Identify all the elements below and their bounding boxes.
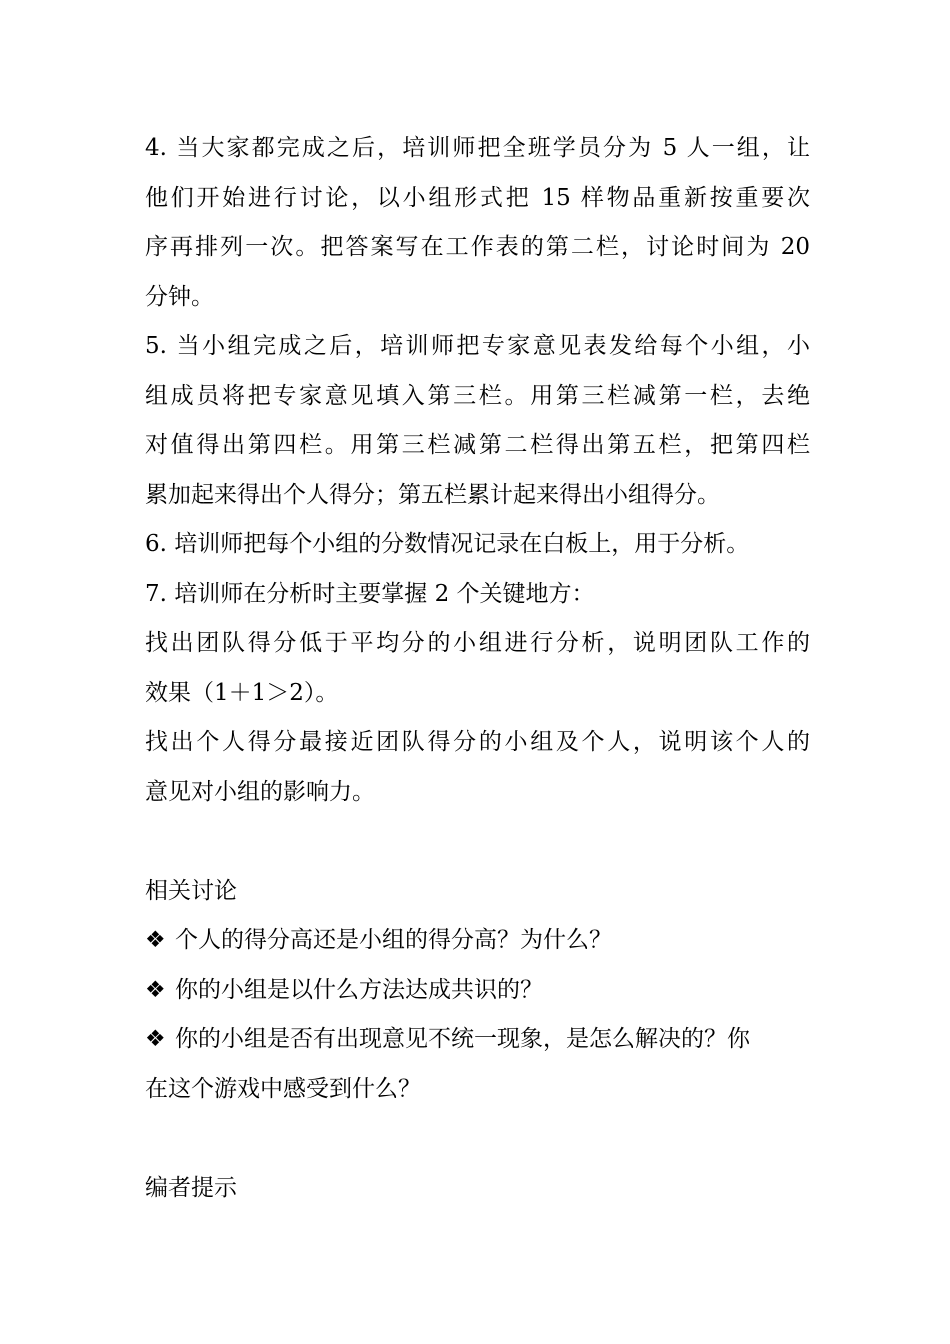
diamond-bullet-icon: ❖ xyxy=(145,927,166,953)
step-5-line-2: 组成员将把专家意见填入第三栏。用第三栏减第一栏，去绝 xyxy=(145,382,810,409)
diamond-bullet-icon: ❖ xyxy=(145,1026,166,1052)
step-5-line-1: 5. 当小组完成之后，培训师把专家意见表发给每个小组，小 xyxy=(145,333,810,359)
spacer xyxy=(145,817,810,867)
discussion-question-2 xyxy=(145,966,810,1016)
discussion-question-2-text: 你的小组是以什么方法达成共识的？ xyxy=(175,976,543,1003)
step-4-line-4: 分钟。 xyxy=(145,283,214,310)
diamond-bullet-icon: ❖ xyxy=(145,976,166,1003)
document-page xyxy=(145,124,810,1213)
analysis-point-2-line-1: 找出个人得分最接近团队得分的小组及个人，说明该个人的 xyxy=(145,729,810,755)
editor-note-heading: 编者提示 xyxy=(145,1174,237,1201)
step-7: 7. 培训师在分析时主要掌握 2 个关键地方： xyxy=(145,580,595,607)
discussion-question-1 xyxy=(145,916,810,966)
discussion-heading: 相关讨论 xyxy=(145,877,237,904)
step-6: 6. 培训师把每个小组的分数情况记录在白板上，用于分析。 xyxy=(145,531,750,557)
discussion-question-3-text: 你的小组是否有出现意见不统一现象，是怎么解决的？你 xyxy=(175,1026,750,1052)
analysis-point-1-line-1: 找出团队得分低于平均分的小组进行分析，说明团队工作的 xyxy=(145,630,810,656)
step-4-line-3: 序再排列一次。把答案写在工作表的第二栏，讨论时间为 20 xyxy=(145,234,810,260)
step-5-line-4: 累加起来得出个人得分；第五栏累计起来得出小组得分。 xyxy=(145,481,720,508)
analysis-point-2-line-2: 意见对小组的影响力。 xyxy=(145,778,375,805)
analysis-point-1-line-2: 效果（1＋1＞2）。 xyxy=(145,679,339,706)
discussion-question-3-line-2: 在这个游戏中感受到什么？ xyxy=(145,1075,421,1102)
step-4-line-1: 4. 当大家都完成之后，培训师把全班学员分为 5 人一组，让 xyxy=(145,135,810,161)
step-4-line-2: 他们开始进行讨论，以小组形式把 15 样物品重新按重要次 xyxy=(145,184,810,211)
spacer xyxy=(145,1114,810,1164)
step-5-line-3: 对值得出第四栏。用第三栏减第二栏得出第五栏，把第四栏 xyxy=(145,432,810,458)
discussion-question-1-text: 个人的得分高还是小组的得分高？为什么？ xyxy=(175,927,612,953)
discussion-question-3-line-1 xyxy=(145,1015,810,1065)
